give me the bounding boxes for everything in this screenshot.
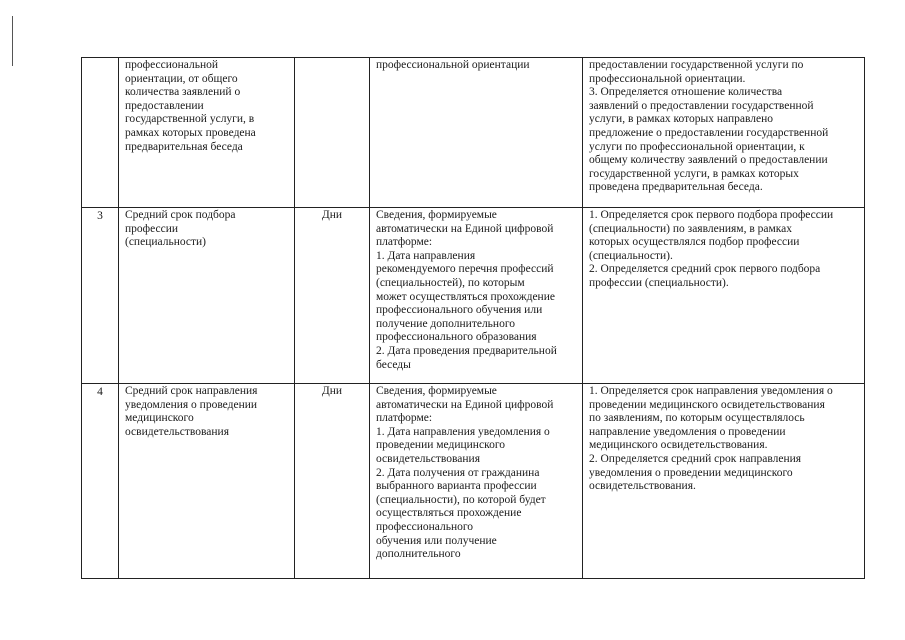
indicator-line: предварительная беседа bbox=[125, 140, 243, 153]
method-line: предложение о предоставлении государственной bbox=[589, 126, 829, 139]
method-line: медицинского освидетельствования. bbox=[589, 439, 768, 452]
indicator-line: Средний срок подбора bbox=[125, 209, 236, 221]
unit-cell bbox=[295, 384, 370, 579]
document-table-container bbox=[81, 57, 865, 579]
source-line: проведении медицинского bbox=[376, 439, 505, 452]
source-line: платформе: bbox=[376, 236, 433, 249]
source-line: рекомендуемого перечня профессий bbox=[376, 263, 554, 276]
source-line: получение дополнительного bbox=[376, 317, 516, 330]
indicator-line: профессиональной bbox=[125, 59, 219, 71]
source-line: (специальности), по которой будет bbox=[376, 493, 546, 506]
margin-mark bbox=[12, 16, 13, 66]
method-line: общему количеству заявлений о предоставлении bbox=[589, 154, 828, 167]
source-line: дополнительного bbox=[376, 548, 461, 561]
indicator-cell bbox=[119, 58, 295, 208]
indicator-line: ориентации, от общего bbox=[125, 72, 238, 85]
table-row bbox=[82, 58, 865, 208]
source-line: может осуществляться прохождение bbox=[376, 290, 555, 303]
method-line: освидетельствования. bbox=[589, 480, 696, 493]
source-line: профессионального образования bbox=[376, 331, 537, 344]
indicator-line: профессии bbox=[125, 222, 179, 235]
source-line: профессионального bbox=[376, 520, 474, 533]
row-number-text: 3 bbox=[97, 210, 103, 222]
method-line: предоставлении государственной услуги по bbox=[589, 59, 804, 71]
unit-text: Дни bbox=[321, 209, 343, 221]
source-line: (специальностей), по которым bbox=[376, 276, 525, 289]
indicator-line: медицинского bbox=[125, 412, 194, 425]
table-body bbox=[82, 58, 865, 579]
source-line: 1. Дата направления уведомления о bbox=[376, 425, 550, 438]
indicator-line: рамках которых проведена bbox=[125, 126, 256, 139]
source-line: Сведения, формируемые bbox=[376, 385, 497, 397]
row-number bbox=[82, 58, 119, 208]
indicator-cell bbox=[119, 384, 295, 579]
method-line: 1. Определяется срок первого подбора профессии bbox=[589, 209, 834, 221]
source-cell bbox=[370, 58, 583, 208]
method-line: государственной услуги, в рамках которых bbox=[589, 167, 799, 180]
source-cell bbox=[370, 208, 583, 384]
source-line: выбранного варианта профессии bbox=[376, 480, 537, 493]
method-line: которых осуществлялся подбор профессии bbox=[589, 236, 800, 249]
method-cell bbox=[583, 58, 865, 208]
source-line: 2. Дата проведения предварительной bbox=[376, 344, 557, 357]
source-line: обучения или получение bbox=[376, 534, 497, 547]
source-line: платформе: bbox=[376, 412, 433, 425]
method-line: 1. Определяется срок направления уведомления о bbox=[589, 385, 833, 397]
source-line: 1. Дата направления bbox=[376, 249, 476, 262]
method-line: по заявлениям, по которым осуществлялось bbox=[589, 412, 805, 425]
source-line: профессиональной ориентации bbox=[376, 59, 530, 71]
row-number bbox=[82, 208, 119, 384]
method-line: услуги, в рамках которых направлено bbox=[589, 113, 774, 126]
indicator-line: освидетельствования bbox=[125, 425, 230, 438]
indicator-cell bbox=[119, 208, 295, 384]
source-line: профессионального обучения или bbox=[376, 304, 543, 317]
indicators-table bbox=[81, 57, 865, 579]
source-line: автоматически на Единой цифровой bbox=[376, 398, 554, 411]
method-line: уведомления о проведении медицинского bbox=[589, 466, 793, 479]
method-line: 2. Определяется средний срок первого подбора bbox=[589, 263, 821, 276]
method-cell bbox=[583, 208, 865, 384]
indicator-line: Средний срок направления bbox=[125, 385, 258, 397]
method-cell bbox=[583, 384, 865, 579]
method-line: заявлений о предоставлении государственной bbox=[589, 99, 814, 112]
source-line: беседы bbox=[376, 358, 411, 371]
indicator-line: государственной услуги, в bbox=[125, 113, 255, 126]
indicator-line: предоставлении bbox=[125, 99, 204, 112]
method-line: проведена предварительная беседа. bbox=[589, 181, 763, 194]
method-line: услуги по профессиональной ориентации, к bbox=[589, 140, 805, 153]
table-row bbox=[82, 208, 865, 384]
unit-cell bbox=[295, 58, 370, 208]
method-line: 2. Определяется средний срок направления bbox=[589, 452, 802, 465]
unit-cell bbox=[295, 208, 370, 384]
table-row bbox=[82, 384, 865, 579]
unit-text: Дни bbox=[321, 385, 343, 397]
source-cell bbox=[370, 384, 583, 579]
indicator-line: (специальности) bbox=[125, 236, 206, 249]
row-number bbox=[82, 384, 119, 579]
method-line: проведении медицинского освидетельствования bbox=[589, 398, 825, 411]
source-line: 2. Дата получения от гражданина bbox=[376, 466, 540, 479]
method-line: (специальности). bbox=[589, 249, 673, 262]
indicator-line: количества заявлений о bbox=[125, 86, 241, 99]
method-line: (специальности) по заявлениям, в рамках bbox=[589, 222, 793, 235]
method-line: направление уведомления о проведении bbox=[589, 425, 786, 438]
source-line: Сведения, формируемые bbox=[376, 209, 497, 221]
method-line: профессиональной ориентации. bbox=[589, 72, 746, 85]
row-number-text: 4 bbox=[97, 386, 103, 398]
method-line: 3. Определяется отношение количества bbox=[589, 86, 783, 99]
source-line: автоматически на Единой цифровой bbox=[376, 222, 554, 235]
source-line: осуществляться прохождение bbox=[376, 507, 522, 520]
indicator-line: уведомления о проведении bbox=[125, 398, 258, 411]
source-line: освидетельствования bbox=[376, 452, 481, 465]
method-line: профессии (специальности). bbox=[589, 276, 729, 289]
